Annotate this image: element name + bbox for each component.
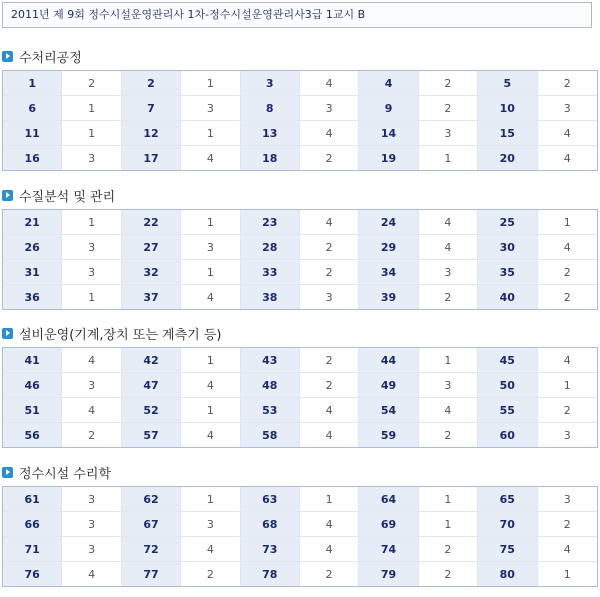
answer-value: 2: [62, 71, 121, 96]
question-number: 5: [478, 71, 537, 96]
section-heading: [2, 185, 115, 205]
question-number: 66: [3, 512, 62, 537]
section-title: 설비운영(기계,장치 또는 계측기 등): [19, 327, 222, 343]
question-number: 40: [478, 285, 537, 309]
answer-value: 1: [62, 285, 121, 309]
answer-value: 1: [181, 348, 240, 373]
answer-value: 4: [538, 537, 597, 562]
answer-value: 1: [62, 96, 121, 121]
question-number: 41: [3, 348, 62, 373]
question-number: 64: [359, 487, 418, 512]
question-number: 67: [122, 512, 181, 537]
question-number: 69: [359, 512, 418, 537]
answer-value: 3: [300, 96, 359, 121]
answer-value: 4: [538, 235, 597, 260]
question-number: 65: [478, 487, 537, 512]
question-number: 75: [478, 537, 537, 562]
answer-value: 4: [300, 398, 359, 423]
question-number: 73: [241, 537, 300, 562]
question-number: 36: [3, 285, 62, 309]
question-number: 1: [3, 71, 62, 96]
answer-value: 4: [300, 71, 359, 96]
question-number: 53: [241, 398, 300, 423]
table-row: [3, 373, 597, 398]
table-row: [3, 562, 597, 586]
question-number: 26: [3, 235, 62, 260]
answer-value: 3: [419, 260, 478, 285]
table-row: [3, 512, 597, 537]
table-row: [3, 537, 597, 562]
section-heading: [2, 46, 82, 66]
answer-value: 4: [538, 146, 597, 170]
section-title: 수처리공정: [19, 50, 82, 66]
answer-value: 3: [419, 121, 478, 146]
question-number: 62: [122, 487, 181, 512]
answer-value: 2: [419, 537, 478, 562]
answer-value: 3: [300, 285, 359, 309]
table-row: [3, 487, 597, 512]
answer-value: 3: [538, 96, 597, 121]
answer-value: 2: [300, 260, 359, 285]
answer-value: 2: [538, 512, 597, 537]
question-number: 78: [241, 562, 300, 586]
answer-value: 2: [419, 96, 478, 121]
answer-table: [2, 209, 598, 310]
question-number: 27: [122, 235, 181, 260]
answer-value: 1: [419, 348, 478, 373]
answer-table: [2, 486, 598, 587]
answer-value: 2: [538, 285, 597, 309]
answer-value: 2: [419, 285, 478, 309]
table-row: [3, 348, 597, 373]
question-number: 42: [122, 348, 181, 373]
question-number: 63: [241, 487, 300, 512]
answer-value: 1: [181, 210, 240, 235]
table-row: [3, 210, 597, 235]
question-number: 31: [3, 260, 62, 285]
answer-value: 1: [181, 398, 240, 423]
answer-value: 1: [62, 210, 121, 235]
section-bullet-icon: [2, 328, 13, 339]
question-number: 70: [478, 512, 537, 537]
question-number: 10: [478, 96, 537, 121]
question-number: 17: [122, 146, 181, 170]
question-number: 4: [359, 71, 418, 96]
question-number: 12: [122, 121, 181, 146]
question-number: 6: [3, 96, 62, 121]
answer-value: 2: [538, 260, 597, 285]
section-bullet-icon: [2, 190, 13, 201]
question-number: 16: [3, 146, 62, 170]
table-row: [3, 121, 597, 146]
question-number: 56: [3, 423, 62, 447]
question-number: 57: [122, 423, 181, 447]
answer-value: 3: [419, 373, 478, 398]
table-row: [3, 398, 597, 423]
question-number: 22: [122, 210, 181, 235]
question-number: 80: [478, 562, 537, 586]
answer-value: 1: [181, 71, 240, 96]
answer-value: 3: [181, 512, 240, 537]
question-number: 25: [478, 210, 537, 235]
question-number: 46: [3, 373, 62, 398]
answer-value: 4: [62, 562, 121, 586]
answer-value: 4: [181, 423, 240, 447]
question-number: 18: [241, 146, 300, 170]
section-title: 수질분석 및 관리: [19, 189, 116, 205]
answer-table: [2, 347, 598, 448]
answer-value: 3: [62, 260, 121, 285]
section-bullet-icon: [2, 467, 13, 478]
answer-value: 3: [538, 423, 597, 447]
answer-value: 1: [419, 487, 478, 512]
question-number: 28: [241, 235, 300, 260]
question-number: 7: [122, 96, 181, 121]
answer-value: 1: [419, 146, 478, 170]
question-number: 59: [359, 423, 418, 447]
answer-value: 2: [300, 146, 359, 170]
answer-value: 4: [181, 373, 240, 398]
question-number: 23: [241, 210, 300, 235]
question-number: 51: [3, 398, 62, 423]
answer-value: 3: [62, 512, 121, 537]
answer-value: 4: [300, 210, 359, 235]
question-number: 52: [122, 398, 181, 423]
answer-value: 1: [419, 512, 478, 537]
question-number: 35: [478, 260, 537, 285]
answer-value: 4: [181, 537, 240, 562]
question-number: 30: [478, 235, 537, 260]
answer-value: 2: [62, 423, 121, 447]
question-number: 49: [359, 373, 418, 398]
answer-value: 4: [181, 285, 240, 309]
answer-value: 1: [538, 210, 597, 235]
answer-value: 4: [538, 121, 597, 146]
table-row: [3, 71, 597, 96]
answer-value: 4: [300, 121, 359, 146]
question-number: 34: [359, 260, 418, 285]
question-number: 8: [241, 96, 300, 121]
answer-table: [2, 70, 598, 171]
answer-value: 1: [300, 487, 359, 512]
answer-value: 3: [62, 235, 121, 260]
question-number: 33: [241, 260, 300, 285]
question-number: 20: [478, 146, 537, 170]
answer-value: 1: [538, 562, 597, 586]
question-number: 79: [359, 562, 418, 586]
question-number: 14: [359, 121, 418, 146]
answer-value: 2: [300, 348, 359, 373]
answer-value: 3: [62, 537, 121, 562]
answer-value: 4: [419, 235, 478, 260]
answer-value: 2: [300, 373, 359, 398]
question-number: 15: [478, 121, 537, 146]
answer-value: 1: [181, 487, 240, 512]
question-number: 68: [241, 512, 300, 537]
section-bullet-icon: [2, 51, 13, 62]
question-number: 39: [359, 285, 418, 309]
question-number: 60: [478, 423, 537, 447]
table-row: [3, 96, 597, 121]
answer-value: 1: [62, 121, 121, 146]
answer-value: 2: [300, 562, 359, 586]
question-number: 48: [241, 373, 300, 398]
question-number: 54: [359, 398, 418, 423]
table-row: [3, 260, 597, 285]
answer-value: 1: [181, 121, 240, 146]
question-number: 19: [359, 146, 418, 170]
question-number: 3: [241, 71, 300, 96]
question-number: 50: [478, 373, 537, 398]
question-number: 38: [241, 285, 300, 309]
question-number: 76: [3, 562, 62, 586]
answer-value: 4: [419, 398, 478, 423]
question-number: 13: [241, 121, 300, 146]
answer-value: 4: [62, 398, 121, 423]
question-number: 71: [3, 537, 62, 562]
answer-value: 4: [538, 348, 597, 373]
question-number: 32: [122, 260, 181, 285]
answer-value: 4: [300, 537, 359, 562]
question-number: 72: [122, 537, 181, 562]
section-heading: [2, 323, 222, 343]
question-number: 24: [359, 210, 418, 235]
question-number: 74: [359, 537, 418, 562]
answer-value: 3: [62, 487, 121, 512]
answer-value: 3: [62, 373, 121, 398]
question-number: 43: [241, 348, 300, 373]
page-title: 2011년 제 9회 정수시설운영관리사 1차-정수시설운영관리사3급 1교시 B: [2, 2, 592, 28]
question-number: 47: [122, 373, 181, 398]
question-number: 9: [359, 96, 418, 121]
question-number: 11: [3, 121, 62, 146]
section-title: 정수시설 수리학: [19, 466, 112, 482]
question-number: 37: [122, 285, 181, 309]
question-number: 77: [122, 562, 181, 586]
answer-value: 2: [538, 398, 597, 423]
answer-value: 2: [419, 71, 478, 96]
question-number: 21: [3, 210, 62, 235]
question-number: 55: [478, 398, 537, 423]
answer-value: 4: [181, 146, 240, 170]
answer-value: 2: [300, 235, 359, 260]
table-row: [3, 146, 597, 170]
answer-value: 1: [538, 373, 597, 398]
answer-value: 4: [300, 423, 359, 447]
question-number: 61: [3, 487, 62, 512]
question-number: 58: [241, 423, 300, 447]
question-number: 29: [359, 235, 418, 260]
answer-value: 3: [181, 96, 240, 121]
table-row: [3, 285, 597, 309]
question-number: 2: [122, 71, 181, 96]
question-number: 44: [359, 348, 418, 373]
table-row: [3, 423, 597, 447]
answer-value: 4: [62, 348, 121, 373]
answer-value: 2: [419, 423, 478, 447]
question-number: 45: [478, 348, 537, 373]
answer-value: 3: [538, 487, 597, 512]
answer-value: 3: [181, 235, 240, 260]
answer-value: 2: [419, 562, 478, 586]
table-row: [3, 235, 597, 260]
section-heading: [2, 462, 111, 482]
answer-value: 2: [181, 562, 240, 586]
answer-value: 3: [62, 146, 121, 170]
answer-value: 4: [300, 512, 359, 537]
answer-value: 4: [419, 210, 478, 235]
answer-value: 1: [181, 260, 240, 285]
answer-value: 2: [538, 71, 597, 96]
